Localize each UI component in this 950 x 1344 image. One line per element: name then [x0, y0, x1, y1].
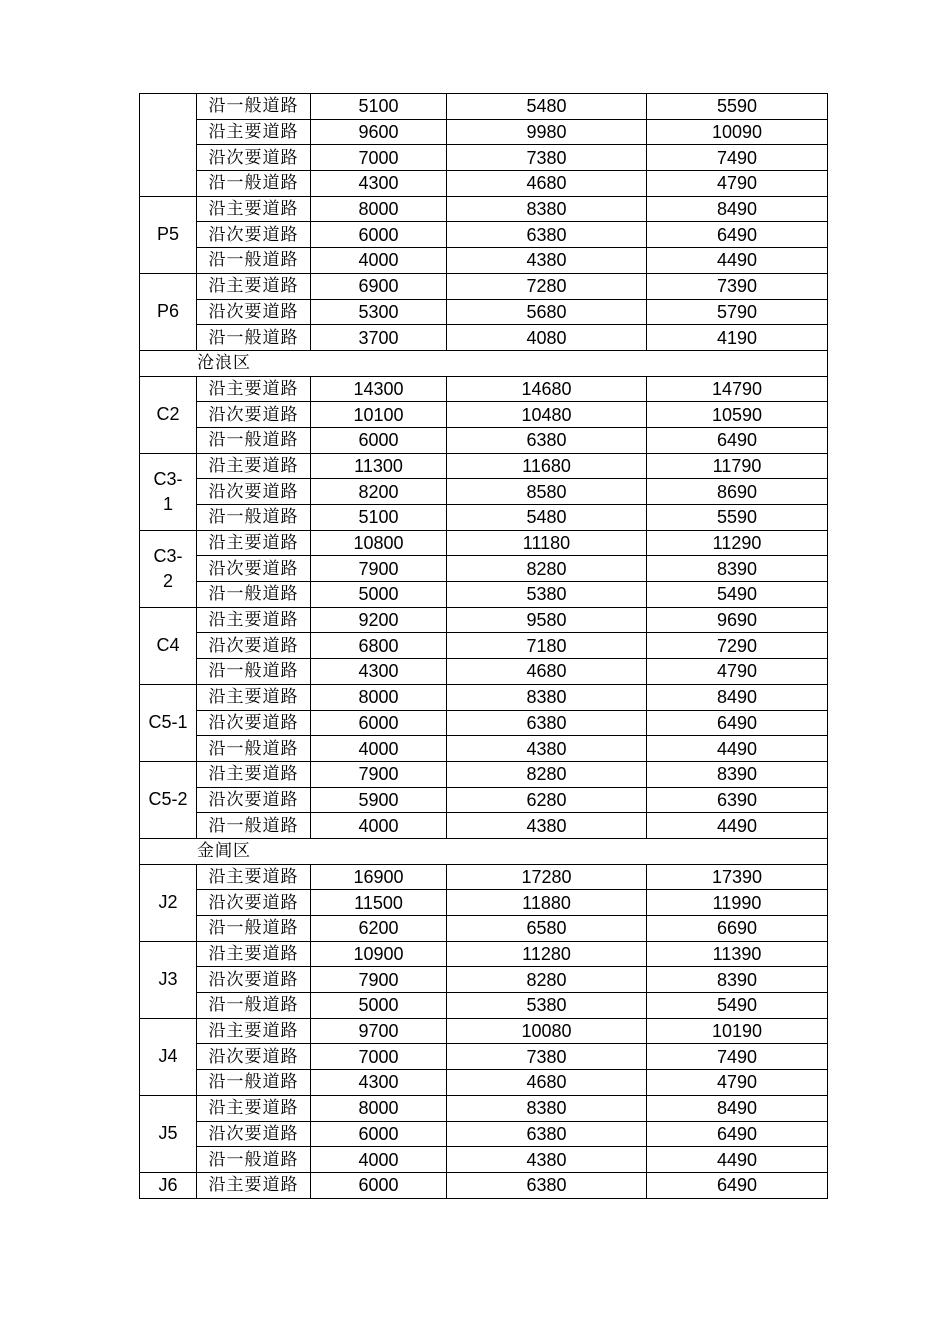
- price-cell: 8580: [447, 479, 647, 505]
- table-row: [140, 222, 828, 248]
- price-cell: 11390: [647, 941, 828, 967]
- table-row: [140, 916, 828, 942]
- price-cell: 4680: [447, 1070, 647, 1096]
- road-type-cell: 沿次要道路: [197, 1121, 311, 1147]
- road-type-cell: 沿一般道路: [197, 94, 311, 120]
- road-type-cell: 沿一般道路: [197, 659, 311, 685]
- price-cell: 8280: [447, 967, 647, 993]
- price-cell: 14300: [311, 376, 447, 402]
- price-cell: 5300: [311, 299, 447, 325]
- table-body: [140, 94, 828, 1199]
- price-cell: 11290: [647, 530, 828, 556]
- table-row: [140, 145, 828, 171]
- road-type-cell: 沿次要道路: [197, 145, 311, 171]
- table-row: [140, 787, 828, 813]
- price-cell: 5790: [647, 299, 828, 325]
- road-type-cell: 沿主要道路: [197, 607, 311, 633]
- table-row: [140, 582, 828, 608]
- price-cell: 7380: [447, 1044, 647, 1070]
- price-cell: 4490: [647, 1147, 828, 1173]
- zone-code-cell: J5: [140, 1095, 197, 1172]
- price-cell: 4380: [447, 1147, 647, 1173]
- price-cell: 5590: [647, 505, 828, 531]
- price-cell: 5000: [311, 582, 447, 608]
- zone-code-cell: C3- 2: [140, 530, 197, 607]
- road-type-cell: 沿次要道路: [197, 967, 311, 993]
- price-cell: 5100: [311, 94, 447, 120]
- price-cell: 10090: [647, 119, 828, 145]
- price-cell: 7490: [647, 145, 828, 171]
- price-cell: 8000: [311, 196, 447, 222]
- road-type-cell: 沿次要道路: [197, 222, 311, 248]
- price-cell: 6490: [647, 222, 828, 248]
- price-cell: 4080: [447, 325, 647, 351]
- price-cell: 7380: [447, 145, 647, 171]
- zone-code-cell: J4: [140, 1018, 197, 1095]
- table-row: [140, 1018, 828, 1044]
- price-cell: 5380: [447, 993, 647, 1019]
- price-cell: 6380: [447, 1172, 647, 1198]
- price-cell: 5480: [447, 94, 647, 120]
- price-cell: 8200: [311, 479, 447, 505]
- price-cell: 7390: [647, 273, 828, 299]
- road-type-cell: 沿一般道路: [197, 916, 311, 942]
- price-cell: 8380: [447, 684, 647, 710]
- price-cell: 6000: [311, 222, 447, 248]
- table-row: [140, 1121, 828, 1147]
- price-cell: 4300: [311, 1070, 447, 1096]
- price-cell: 7290: [647, 633, 828, 659]
- price-cell: 6490: [647, 427, 828, 453]
- road-type-cell: 沿主要道路: [197, 684, 311, 710]
- price-cell: 5480: [447, 505, 647, 531]
- district-label: 金阊区: [140, 838, 828, 864]
- price-cell: 7280: [447, 273, 647, 299]
- price-cell: 14790: [647, 376, 828, 402]
- table-row: [140, 890, 828, 916]
- table-row: [140, 530, 828, 556]
- price-cell: 9690: [647, 607, 828, 633]
- price-cell: 4000: [311, 248, 447, 274]
- road-type-cell: 沿主要道路: [197, 119, 311, 145]
- price-cell: 4380: [447, 736, 647, 762]
- price-cell: 6380: [447, 222, 647, 248]
- price-cell: 11680: [447, 453, 647, 479]
- price-cell: 6380: [447, 427, 647, 453]
- price-cell: 6200: [311, 916, 447, 942]
- road-type-cell: 沿次要道路: [197, 1044, 311, 1070]
- table-row: [140, 633, 828, 659]
- price-cell: 5100: [311, 505, 447, 531]
- road-type-cell: 沿次要道路: [197, 890, 311, 916]
- price-cell: 8390: [647, 967, 828, 993]
- district-row: [140, 838, 828, 864]
- road-type-cell: 沿次要道路: [197, 710, 311, 736]
- price-cell: 5590: [647, 94, 828, 120]
- table-row: [140, 993, 828, 1019]
- zone-code-cell: P5: [140, 196, 197, 273]
- price-cell: 11180: [447, 530, 647, 556]
- road-type-cell: 沿主要道路: [197, 273, 311, 299]
- table-row: [140, 710, 828, 736]
- road-type-cell: 沿主要道路: [197, 1095, 311, 1121]
- price-cell: 8000: [311, 1095, 447, 1121]
- table-row: [140, 299, 828, 325]
- price-cell: 4380: [447, 248, 647, 274]
- price-cell: 14680: [447, 376, 647, 402]
- price-cell: 5490: [647, 993, 828, 1019]
- table-row: [140, 1044, 828, 1070]
- price-cell: 7900: [311, 556, 447, 582]
- price-cell: 6900: [311, 273, 447, 299]
- table-row: [140, 119, 828, 145]
- price-cell: 9600: [311, 119, 447, 145]
- road-type-cell: 沿一般道路: [197, 1147, 311, 1173]
- price-cell: 4380: [447, 813, 647, 839]
- road-type-cell: 沿一般道路: [197, 248, 311, 274]
- road-type-cell: 沿主要道路: [197, 941, 311, 967]
- table-row: [140, 402, 828, 428]
- road-type-cell: 沿次要道路: [197, 299, 311, 325]
- price-cell: 6490: [647, 1121, 828, 1147]
- price-cell: 6000: [311, 1121, 447, 1147]
- price-cell: 10100: [311, 402, 447, 428]
- price-cell: 8490: [647, 1095, 828, 1121]
- price-cell: 5490: [647, 582, 828, 608]
- table-row: [140, 684, 828, 710]
- price-cell: 11280: [447, 941, 647, 967]
- price-cell: 6380: [447, 710, 647, 736]
- price-cell: 6580: [447, 916, 647, 942]
- price-cell: 10800: [311, 530, 447, 556]
- price-cell: 4680: [447, 659, 647, 685]
- price-cell: 6000: [311, 427, 447, 453]
- road-type-cell: 沿一般道路: [197, 505, 311, 531]
- price-cell: 8390: [647, 761, 828, 787]
- price-cell: 7900: [311, 967, 447, 993]
- price-cell: 6000: [311, 1172, 447, 1198]
- price-cell: 8380: [447, 196, 647, 222]
- road-type-cell: 沿主要道路: [197, 1172, 311, 1198]
- price-cell: 6280: [447, 787, 647, 813]
- price-cell: 6380: [447, 1121, 647, 1147]
- price-cell: 8000: [311, 684, 447, 710]
- price-cell: 5000: [311, 993, 447, 1019]
- price-cell: 8690: [647, 479, 828, 505]
- price-cell: 10590: [647, 402, 828, 428]
- price-cell: 10190: [647, 1018, 828, 1044]
- price-cell: 11300: [311, 453, 447, 479]
- table-row: [140, 761, 828, 787]
- road-type-cell: 沿次要道路: [197, 479, 311, 505]
- price-cell: 5380: [447, 582, 647, 608]
- price-cell: 8490: [647, 196, 828, 222]
- table-row: [140, 248, 828, 274]
- road-type-cell: 沿次要道路: [197, 787, 311, 813]
- price-cell: 4300: [311, 171, 447, 197]
- district-row: [140, 350, 828, 376]
- road-type-cell: 沿次要道路: [197, 556, 311, 582]
- price-cell: 10080: [447, 1018, 647, 1044]
- road-type-cell: 沿主要道路: [197, 864, 311, 890]
- price-cell: 4000: [311, 1147, 447, 1173]
- price-cell: 7180: [447, 633, 647, 659]
- table-row: [140, 505, 828, 531]
- price-cell: 8380: [447, 1095, 647, 1121]
- price-cell: 4300: [311, 659, 447, 685]
- price-cell: 4000: [311, 813, 447, 839]
- table-row: [140, 967, 828, 993]
- road-type-cell: 沿次要道路: [197, 402, 311, 428]
- road-type-cell: 沿主要道路: [197, 530, 311, 556]
- table-row: [140, 864, 828, 890]
- price-cell: 4490: [647, 248, 828, 274]
- zone-code-cell: J2: [140, 864, 197, 941]
- price-cell: 7000: [311, 145, 447, 171]
- road-type-cell: 沿一般道路: [197, 736, 311, 762]
- price-cell: 4490: [647, 736, 828, 762]
- road-type-cell: 沿一般道路: [197, 1070, 311, 1096]
- price-cell: 7000: [311, 1044, 447, 1070]
- table-row: [140, 376, 828, 402]
- price-cell: 8490: [647, 684, 828, 710]
- price-cell: 4490: [647, 813, 828, 839]
- table-row: [140, 1095, 828, 1121]
- price-cell: 9980: [447, 119, 647, 145]
- price-cell: 17390: [647, 864, 828, 890]
- price-cell: 16900: [311, 864, 447, 890]
- table-row: [140, 1070, 828, 1096]
- price-cell: 9700: [311, 1018, 447, 1044]
- road-type-cell: 沿一般道路: [197, 171, 311, 197]
- zone-code-cell: C5-1: [140, 684, 197, 761]
- price-cell: 9200: [311, 607, 447, 633]
- price-cell: 6000: [311, 710, 447, 736]
- price-cell: 4790: [647, 1070, 828, 1096]
- table-row: [140, 1172, 828, 1198]
- table-row: [140, 453, 828, 479]
- table-row: [140, 736, 828, 762]
- table-row: [140, 607, 828, 633]
- zone-code-cell: [140, 94, 197, 197]
- table-row: [140, 479, 828, 505]
- zone-code-cell: J3: [140, 941, 197, 1018]
- district-label: 沧浪区: [140, 350, 828, 376]
- table-row: [140, 941, 828, 967]
- road-type-cell: 沿主要道路: [197, 453, 311, 479]
- price-cell: 10900: [311, 941, 447, 967]
- price-cell: 4190: [647, 325, 828, 351]
- table-row: [140, 94, 828, 120]
- road-type-cell: 沿主要道路: [197, 376, 311, 402]
- price-cell: 10480: [447, 402, 647, 428]
- table-row: [140, 659, 828, 685]
- road-type-cell: 沿一般道路: [197, 582, 311, 608]
- table-row: [140, 273, 828, 299]
- price-cell: 11500: [311, 890, 447, 916]
- road-type-cell: 沿主要道路: [197, 196, 311, 222]
- price-cell: 8280: [447, 556, 647, 582]
- price-cell: 6490: [647, 1172, 828, 1198]
- price-cell: 5900: [311, 787, 447, 813]
- zone-code-cell: C4: [140, 607, 197, 684]
- price-cell: 11880: [447, 890, 647, 916]
- zone-code-cell: C3- 1: [140, 453, 197, 530]
- price-cell: 17280: [447, 864, 647, 890]
- road-type-cell: 沿一般道路: [197, 325, 311, 351]
- price-cell: 6800: [311, 633, 447, 659]
- price-cell: 6490: [647, 710, 828, 736]
- zone-code-cell: J6: [140, 1172, 197, 1198]
- table-row: [140, 196, 828, 222]
- price-cell: 5680: [447, 299, 647, 325]
- road-type-cell: 沿主要道路: [197, 1018, 311, 1044]
- price-cell: 11790: [647, 453, 828, 479]
- table-row: [140, 427, 828, 453]
- road-type-cell: 沿一般道路: [197, 813, 311, 839]
- zone-code-cell: C2: [140, 376, 197, 453]
- table-row: [140, 556, 828, 582]
- price-cell: 6390: [647, 787, 828, 813]
- table-row: [140, 171, 828, 197]
- price-cell: 8280: [447, 761, 647, 787]
- price-cell: 3700: [311, 325, 447, 351]
- price-cell: 6690: [647, 916, 828, 942]
- road-type-cell: 沿次要道路: [197, 633, 311, 659]
- land-price-table: [139, 93, 828, 1199]
- price-cell: 9580: [447, 607, 647, 633]
- price-cell: 4790: [647, 171, 828, 197]
- price-cell: 4680: [447, 171, 647, 197]
- price-cell: 11990: [647, 890, 828, 916]
- table-row: [140, 325, 828, 351]
- zone-code-cell: C5-2: [140, 761, 197, 838]
- price-cell: 8390: [647, 556, 828, 582]
- road-type-cell: 沿主要道路: [197, 761, 311, 787]
- price-cell: 7490: [647, 1044, 828, 1070]
- zone-code-cell: P6: [140, 273, 197, 350]
- price-cell: 4000: [311, 736, 447, 762]
- table-row: [140, 1147, 828, 1173]
- road-type-cell: 沿一般道路: [197, 427, 311, 453]
- price-cell: 7900: [311, 761, 447, 787]
- price-cell: 4790: [647, 659, 828, 685]
- table-row: [140, 813, 828, 839]
- road-type-cell: 沿一般道路: [197, 993, 311, 1019]
